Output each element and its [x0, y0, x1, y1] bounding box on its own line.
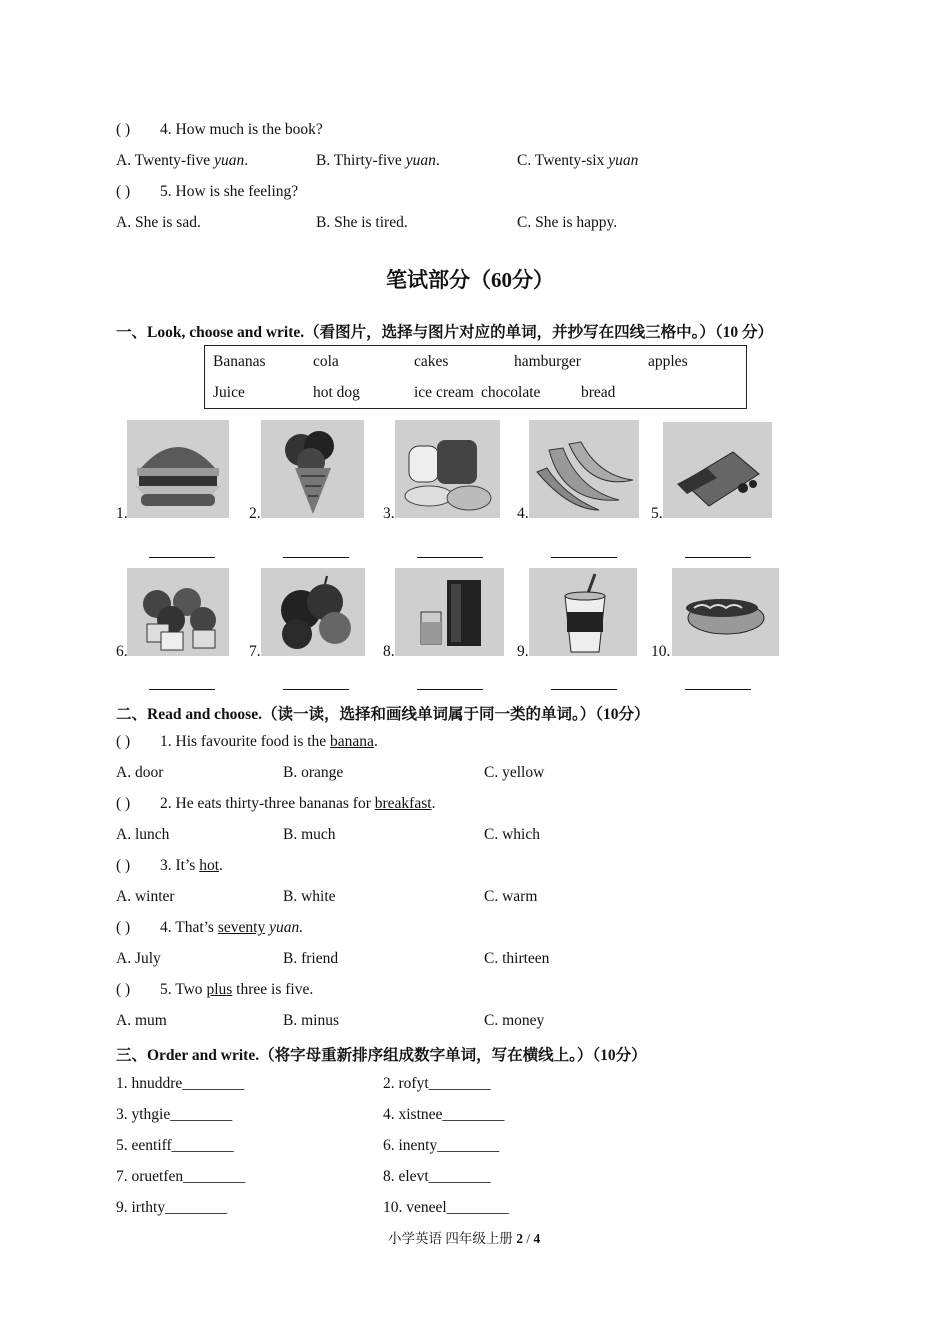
word-chocolate: chocolate [481, 384, 541, 401]
order-item-5[interactable]: 5. eentiff________ [116, 1137, 234, 1154]
section-3-heading: 三、Order and write.（将字母重新排序组成数字单词，写在横线上。）（10分） [116, 1047, 647, 1064]
page-total: 4 [533, 1231, 541, 1246]
cola-picture [529, 568, 637, 656]
question-text: 5. How is she feeling? [160, 183, 299, 200]
s2-q1-option-b[interactable]: B. orange [283, 764, 344, 781]
answer-blank-7[interactable] [283, 689, 349, 690]
bread-picture [395, 420, 500, 518]
s2-q5-option-a[interactable]: A. mum [116, 1012, 167, 1029]
underlined-word: plus [206, 981, 233, 998]
question-text: 4. How much is the book? [160, 121, 323, 138]
answer-paren[interactable]: ( ) [116, 795, 131, 812]
s2-q4-option-a[interactable]: A. July [116, 950, 161, 967]
order-item-8[interactable]: 8. elevt________ [383, 1168, 491, 1185]
picture-number: 5. [651, 505, 663, 522]
written-part-title: 笔试部分（60分） [386, 268, 554, 292]
picture-number: 3. [383, 505, 395, 522]
order-item-1[interactable]: 1. hnuddre________ [116, 1075, 245, 1092]
q4-option-c[interactable]: C. Twenty-six yuan [517, 152, 639, 169]
order-item-10[interactable]: 10. veneel________ [383, 1199, 509, 1216]
q4-option-b[interactable]: B. Thirty-five yuan. [316, 152, 440, 169]
ice-cream-picture [261, 420, 364, 518]
picture-number: 6. [116, 643, 128, 660]
juice-picture [395, 568, 504, 656]
s2-q3-option-a[interactable]: A. winter [116, 888, 175, 905]
word-cakes: cakes [414, 353, 449, 370]
picture-number: 2. [249, 505, 261, 522]
section-1-heading: 一、Look, choose and write.（看图片，选择与图片对应的单词，并抄写在四线三格中。）（10 分） [116, 324, 774, 341]
q5-option-b[interactable]: B. She is tired. [316, 214, 408, 231]
s2-q2-option-a[interactable]: A. lunch [116, 826, 170, 843]
answer-blank-9[interactable] [551, 689, 617, 690]
page-number: 2 [516, 1231, 523, 1246]
picture-number: 1. [116, 505, 128, 522]
word-apples: apples [648, 353, 688, 370]
order-item-6[interactable]: 6. inenty________ [383, 1137, 500, 1154]
s2-question-3: ( ) 3. It’s hot. [116, 857, 223, 874]
hamburger-picture [127, 420, 229, 518]
underlined-word: seventy [217, 919, 266, 936]
s2-question-1: ( ) 1. His favourite food is the banana. [116, 733, 378, 750]
s2-q3-option-b[interactable]: B. white [283, 888, 336, 905]
order-item-4[interactable]: 4. xistnee________ [383, 1106, 505, 1123]
question-5-line [116, 183, 298, 201]
word-hamburger: hamburger [514, 353, 581, 370]
q5-option-a[interactable]: A. She is sad. [116, 214, 201, 231]
s2-q2-option-c[interactable]: C. which [484, 826, 540, 843]
s2-q5-option-c[interactable]: C. money [484, 1012, 545, 1029]
s2-q2-option-b[interactable]: B. much [283, 826, 336, 843]
word-juice: Juice [213, 384, 245, 401]
answer-blank-4[interactable] [551, 557, 617, 558]
hot-dog-picture [672, 568, 779, 656]
question-4-line [116, 121, 323, 139]
word-bank [204, 345, 747, 409]
underlined-word: hot [199, 857, 219, 874]
bananas-picture [529, 420, 639, 518]
cakes-picture [127, 568, 229, 656]
page-footer: 小学英语 四年级上册 2 / 4 [388, 1231, 541, 1246]
answer-paren[interactable]: ( ) [116, 733, 131, 750]
word-bread: bread [581, 384, 616, 401]
picture-number: 9. [517, 643, 529, 660]
answer-paren[interactable]: ( ) [116, 857, 131, 874]
q5-option-c[interactable]: C. She is happy. [517, 214, 618, 231]
footer-label: 小学英语 四年级上册 [388, 1231, 517, 1246]
s2-q5-option-b[interactable]: B. minus [283, 1012, 339, 1029]
s2-question-4: ( ) 4. That’s seventy yuan. [116, 919, 304, 936]
word-hot-dog: hot dog [313, 384, 360, 401]
apples-picture [261, 568, 365, 656]
word-cola: cola [313, 353, 339, 370]
order-item-2[interactable]: 2. rofyt________ [383, 1075, 491, 1092]
s2-q1-option-c[interactable]: C. yellow [484, 764, 545, 781]
picture-number: 4. [517, 505, 529, 522]
picture-number: 7. [249, 643, 261, 660]
q4-option-a[interactable]: A. Twenty-five yuan. [116, 152, 249, 169]
picture-number: 8. [383, 643, 395, 660]
s2-q4-option-b[interactable]: B. friend [283, 950, 339, 967]
answer-blank-8[interactable] [417, 689, 483, 690]
answer-paren[interactable]: ( ) [116, 919, 131, 936]
underlined-word: banana [330, 733, 374, 750]
answer-blank-10[interactable] [685, 689, 751, 690]
order-item-3[interactable]: 3. ythgie________ [116, 1106, 233, 1123]
s2-q1-option-a[interactable]: A. door [116, 764, 164, 781]
word-ice-cream: ice cream [414, 384, 474, 401]
answer-blank-1[interactable] [149, 557, 215, 558]
answer-paren[interactable]: ( ) [116, 121, 131, 138]
word-bananas: Bananas [213, 353, 266, 370]
chocolate-picture [663, 422, 772, 518]
answer-paren[interactable]: ( ) [116, 981, 131, 998]
s2-q3-option-c[interactable]: C. warm [484, 888, 538, 905]
answer-blank-3[interactable] [417, 557, 483, 558]
answer-paren[interactable]: ( ) [116, 183, 131, 200]
answer-blank-6[interactable] [149, 689, 215, 690]
answer-blank-2[interactable] [283, 557, 349, 558]
s2-q4-option-c[interactable]: C. thirteen [484, 950, 550, 967]
s2-question-2: ( ) 2. He eats thirty-three bananas for breakfast. [116, 795, 436, 812]
picture-number: 10. [651, 643, 671, 660]
s2-question-5: ( ) 5. Two plus three is five. [116, 981, 314, 998]
order-item-9[interactable]: 9. irthty________ [116, 1199, 228, 1216]
answer-blank-5[interactable] [685, 557, 751, 558]
underlined-word: breakfast [374, 795, 432, 812]
section-2-heading: 二、Read and choose.（读一读，选择和画线单词属于同一类的单词。）（10分） [116, 706, 650, 723]
order-item-7[interactable]: 7. oruetfen________ [116, 1168, 246, 1185]
